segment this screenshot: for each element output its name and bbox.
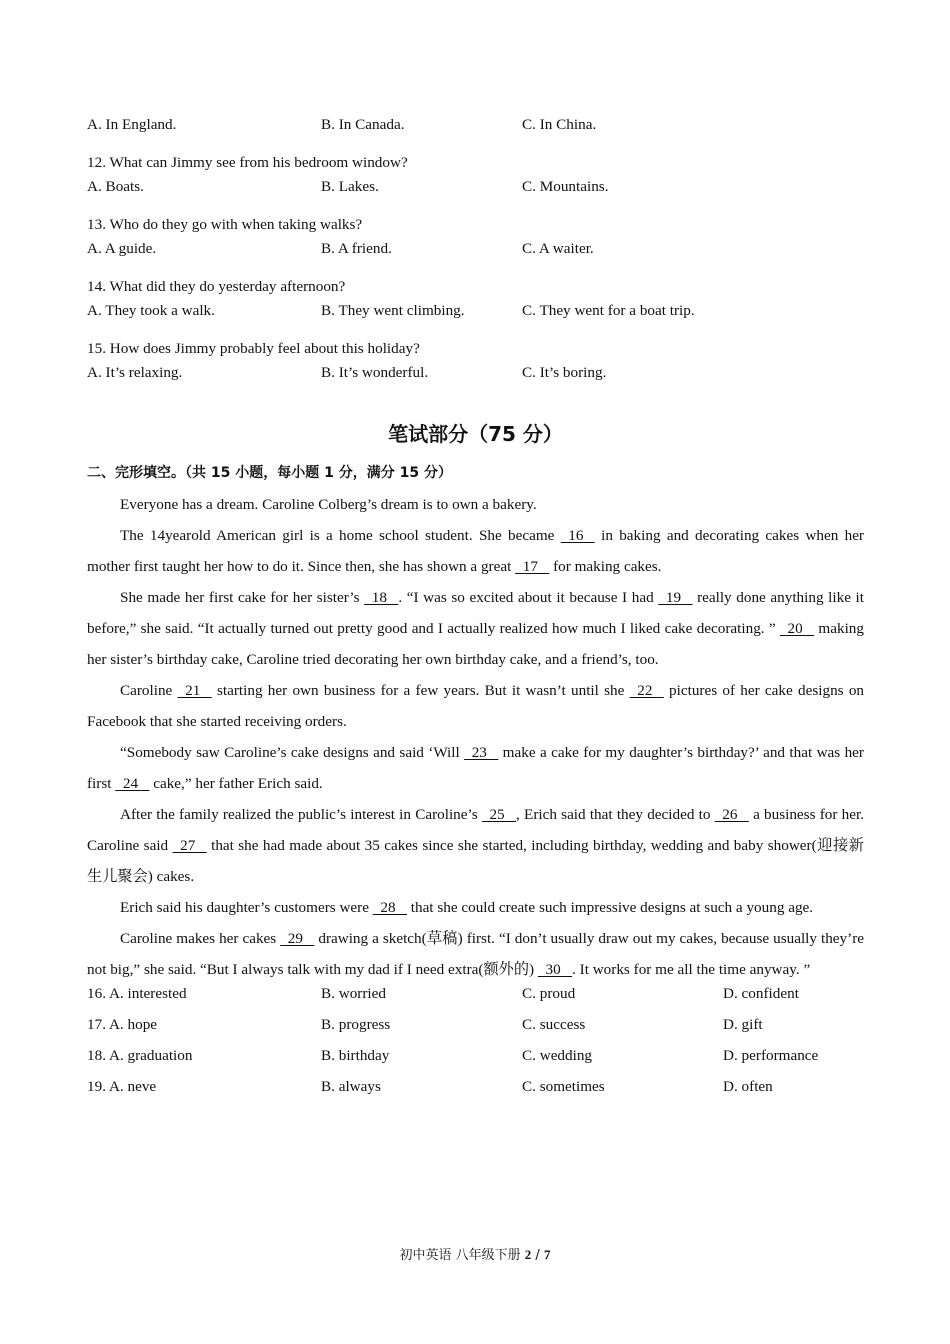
blank-25: 25	[481, 806, 517, 823]
q19-option-a: 19. A. neve	[87, 1078, 157, 1095]
q16-option-d: D. confident	[723, 985, 799, 1002]
blank-22: 22	[629, 682, 664, 699]
q13-options	[87, 240, 864, 271]
q11-options	[87, 116, 864, 147]
written-section-title: 笔试部分（75 分）	[388, 422, 563, 446]
passage-paragraph-7: Erich said his daughter’s customers were 28 that she could create such impressive designs at such a young age.	[87, 892, 864, 923]
passage-paragraph-4: Caroline 21 starting her own business for a few years. But it wasn’t until she 22 pictures of her cake designs on Facebook that she started receiving orders.	[87, 675, 864, 737]
q15-question: 15. How does Jimmy probably feel about this holiday?	[87, 340, 420, 357]
q14-option-a: A. They took a walk.	[87, 302, 215, 319]
q18-option-d: D. performance	[723, 1047, 819, 1064]
blank-30: 30	[537, 961, 573, 978]
q16-option-b: B. worried	[321, 985, 386, 1002]
q13-option-b: B. A friend.	[321, 240, 392, 257]
cloze-section-heading: 二、完形填空。（共 15 小题，每小题 1 分，满分 15 分）	[87, 465, 452, 481]
q19-option-b: B. always	[321, 1078, 381, 1095]
blank-29: 29	[280, 930, 315, 947]
q15-option-b: B. It’s wonderful.	[321, 364, 429, 381]
q17-option-a: 17. A. hope	[87, 1016, 158, 1033]
q17-option-d: D. gift	[723, 1016, 763, 1033]
q13-question: 13. Who do they go with when taking walks?	[87, 216, 363, 233]
q18-option-c: C. wedding	[522, 1047, 593, 1064]
blank-24: 24	[115, 775, 150, 792]
q12-option-c: C. Mountains.	[522, 178, 609, 195]
blank-28: 28	[372, 899, 407, 916]
q12-option-b: B. Lakes.	[321, 178, 379, 195]
blank-20: 20	[779, 620, 815, 637]
blank-19: 19	[658, 589, 693, 606]
q15-options	[87, 364, 864, 395]
blank-18: 18	[364, 589, 399, 606]
q12-options	[87, 178, 864, 209]
page-content	[87, 116, 864, 1109]
q13-option-a: A. A guide.	[87, 240, 157, 257]
blank-26: 26	[714, 806, 749, 823]
passage-paragraph-5: “Somebody saw Caroline’s cake designs and said ‘Will 23 make a cake for my daughter’s birthday?’ and that was her first 24 cake,” her father Erich said.	[87, 737, 864, 799]
passage-paragraph-8: Caroline makes her cakes 29 drawing a sketch(草稿) first. “I don’t usually draw out my cakes, because usually they’re not big,” she said. “But I always talk with my dad if I need extra(额外的) 30 . It works for me all the time anyway. ”	[87, 923, 864, 985]
footer-subject: 初中英语 八年级下册	[399, 1248, 525, 1263]
q18-option-b: B. birthday	[321, 1047, 390, 1064]
passage-paragraph-1: Everyone has a dream. Caroline Colberg’s dream is to own a bakery.	[120, 496, 537, 513]
q19-option-c: C. sometimes	[522, 1078, 605, 1095]
blank-21: 21	[177, 682, 212, 699]
q17-option-b: B. progress	[321, 1016, 391, 1033]
footer-page-number: 2	[524, 1247, 532, 1262]
passage-paragraph-3: She made her first cake for her sister’s 18 . “I was so excited about it because I had 19 really done anything like it before,” she said. “It actually turned out pretty good and I actually realized how much I liked cake decorating. ” 20 making her sister’s birthday cake, Caroline tried decorating her own birthday cake, and a friend’s, too.	[87, 582, 864, 675]
cloze-options-18	[87, 1047, 864, 1078]
cloze-options-17	[87, 1016, 864, 1047]
page-footer	[0, 1244, 950, 1263]
q11-option-b: B. In Canada.	[321, 116, 405, 133]
q12-question: 12. What can Jimmy see from his bedroom window?	[87, 154, 408, 171]
q14-option-c: C. They went for a boat trip.	[522, 302, 695, 319]
q16-option-a: 16. A. interested	[87, 985, 187, 1002]
q15-option-c: C. It’s boring.	[522, 364, 607, 381]
q11-option-a: A. In England.	[87, 116, 177, 133]
q14-options	[87, 302, 864, 333]
q19-option-d: D. often	[723, 1078, 773, 1095]
q17-option-c: C. success	[522, 1016, 586, 1033]
footer-separator: /	[531, 1248, 544, 1263]
q12-option-a: A. Boats.	[87, 178, 144, 195]
q14-question: 14. What did they do yesterday afternoon?	[87, 278, 346, 295]
blank-17: 17	[515, 558, 550, 575]
passage-paragraph-6: After the family realized the public’s interest in Caroline’s 25 , Erich said that they decided to 26 a business for her. Caroline said 27 that she had made about 35 cakes since she started, including birthday, wedding and baby shower(迎接新生儿聚会) cakes.	[87, 799, 864, 892]
passage-paragraph-2: The 14yearold American girl is a home school student. She became 16 in baking and decorating cakes when her mother first taught her how to do it. Since then, she has shown a great 17 for making cakes.	[87, 520, 864, 582]
cloze-options-16	[87, 985, 864, 1016]
footer-page-total: 7	[543, 1247, 551, 1262]
blank-23: 23	[464, 744, 499, 761]
q11-option-c: C. In China.	[522, 116, 597, 133]
cloze-options-19	[87, 1078, 864, 1109]
q16-option-c: C. proud	[522, 985, 576, 1002]
blank-27: 27	[172, 837, 207, 854]
blank-16: 16	[560, 527, 595, 544]
q15-option-a: A. It’s relaxing.	[87, 364, 183, 381]
q14-option-b: B. They went climbing.	[321, 302, 465, 319]
q13-option-c: C. A waiter.	[522, 240, 594, 257]
q18-option-a: 18. A. graduation	[87, 1047, 193, 1064]
